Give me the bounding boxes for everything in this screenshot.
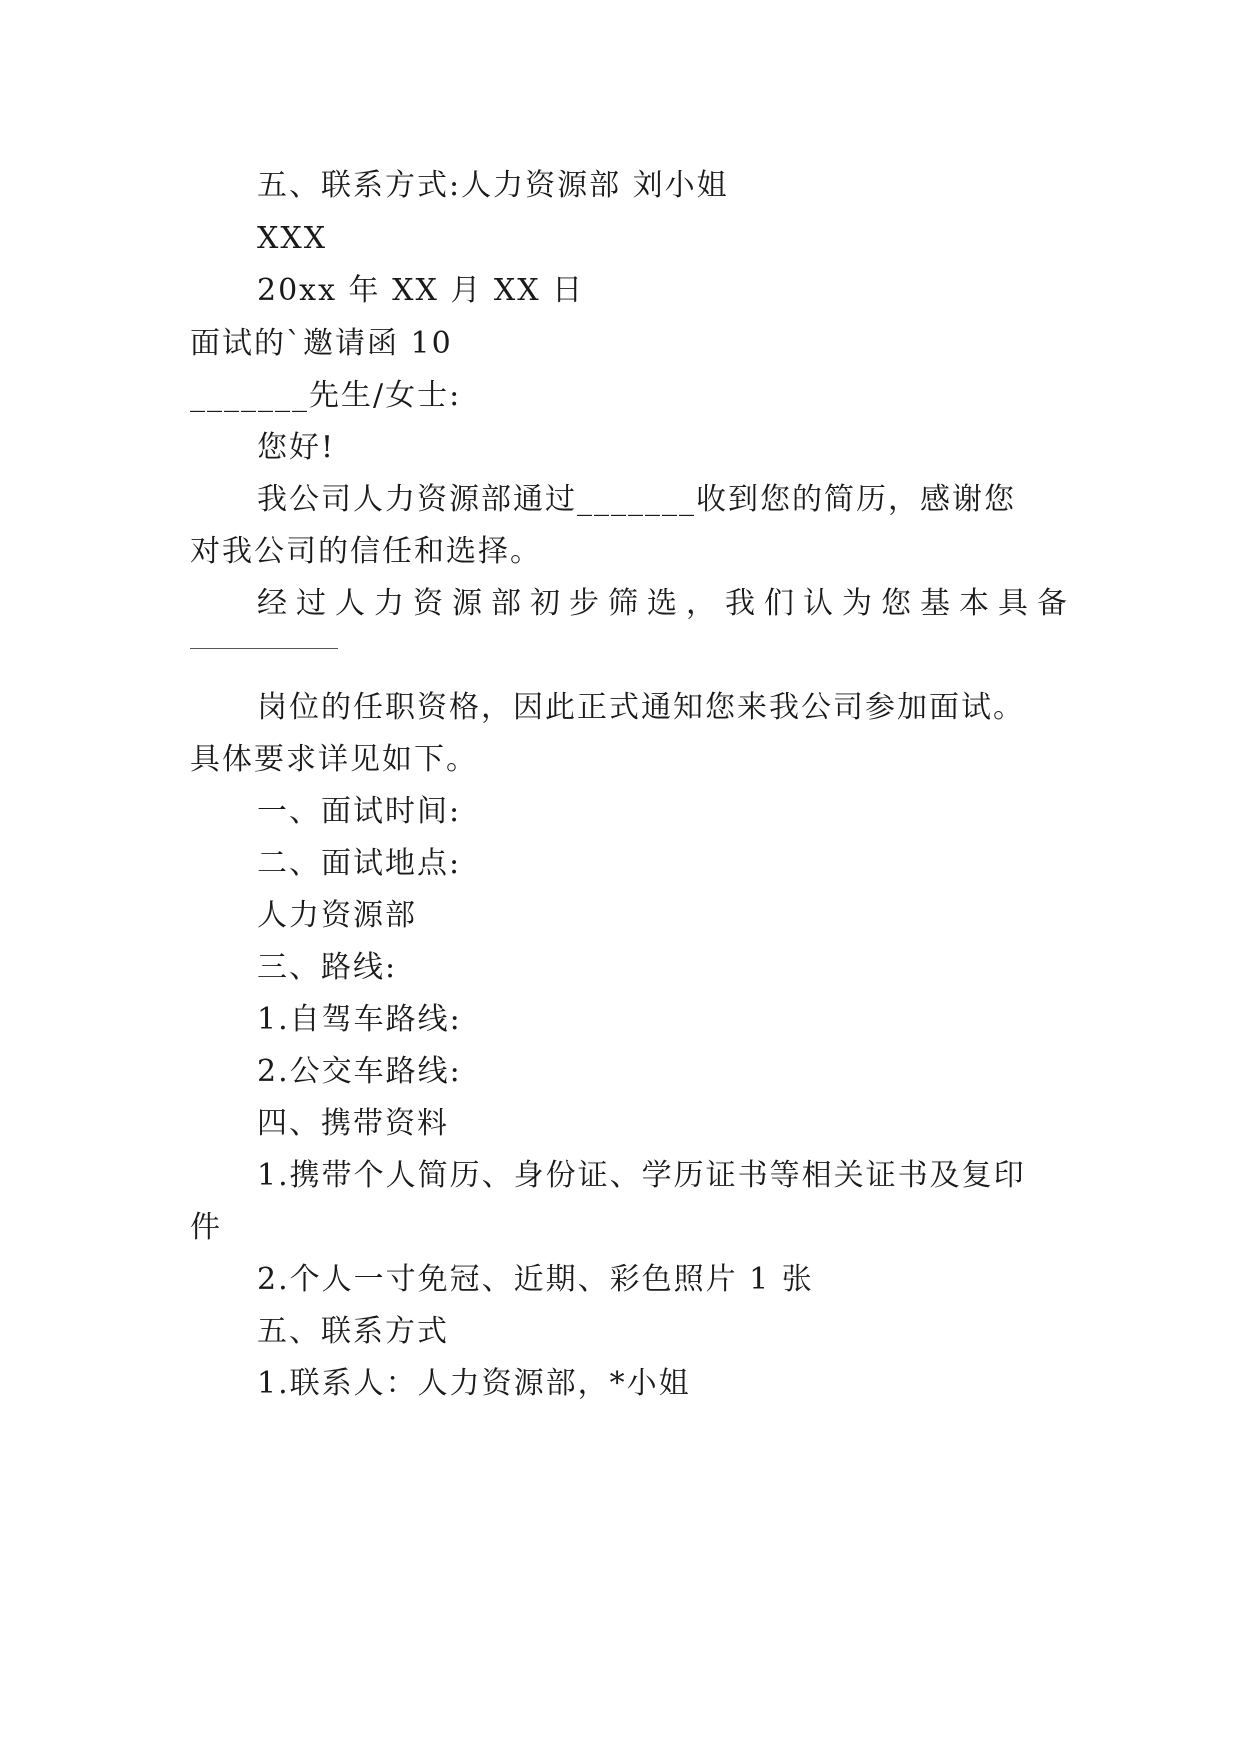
materials-2: 2.个人一寸免冠、近期、彩色照片 1 张 [257,1262,814,1297]
item-contact: 五、联系方式 [257,1314,449,1349]
section-heading: 面试的`邀请函 10 [190,326,453,361]
paragraph-1-line-2: 对我公司的信任和选择。 [190,534,542,569]
blank-underline [190,648,338,649]
item-route: 三、路线: [257,950,398,985]
item-interview-location: 二、面试地点: [257,846,462,881]
paragraph-2-line-2: 岗位的任职资格，因此正式通知您来我公司参加面试。 [257,690,1025,725]
item-materials: 四、携带资料 [257,1106,449,1141]
route-bus: 2.公交车路线: [257,1054,462,1089]
location-value: 人力资源部 [257,898,417,933]
signature-date: 20xx 年 XX 月 XX 日 [257,273,585,308]
contact-person: 1.联系人：人力资源部，*小姐 [257,1366,691,1401]
signature-name: XXX [257,221,328,256]
paragraph-2-line-1: 经过人力资源部初步筛选，我们认为您基本具备 [257,586,1076,621]
contact-line-previous: 五、联系方式:人力资源部 刘小姐 [257,168,729,203]
item-interview-time: 一、面试时间: [257,794,462,829]
route-driving: 1.自驾车路线: [257,1002,462,1037]
paragraph-1-line-1: 我公司人力资源部通过_______收到您的简历，感谢您 [257,482,1016,517]
paragraph-2-line-3: 具体要求详见如下。 [190,742,478,777]
materials-1-line-2: 件 [190,1210,222,1245]
greeting: 您好! [257,430,336,465]
materials-1-line-1: 1.携带个人简历、身份证、学历证书等相关证书及复印 [257,1158,1026,1193]
salutation: _______先生/女士: [190,378,462,413]
